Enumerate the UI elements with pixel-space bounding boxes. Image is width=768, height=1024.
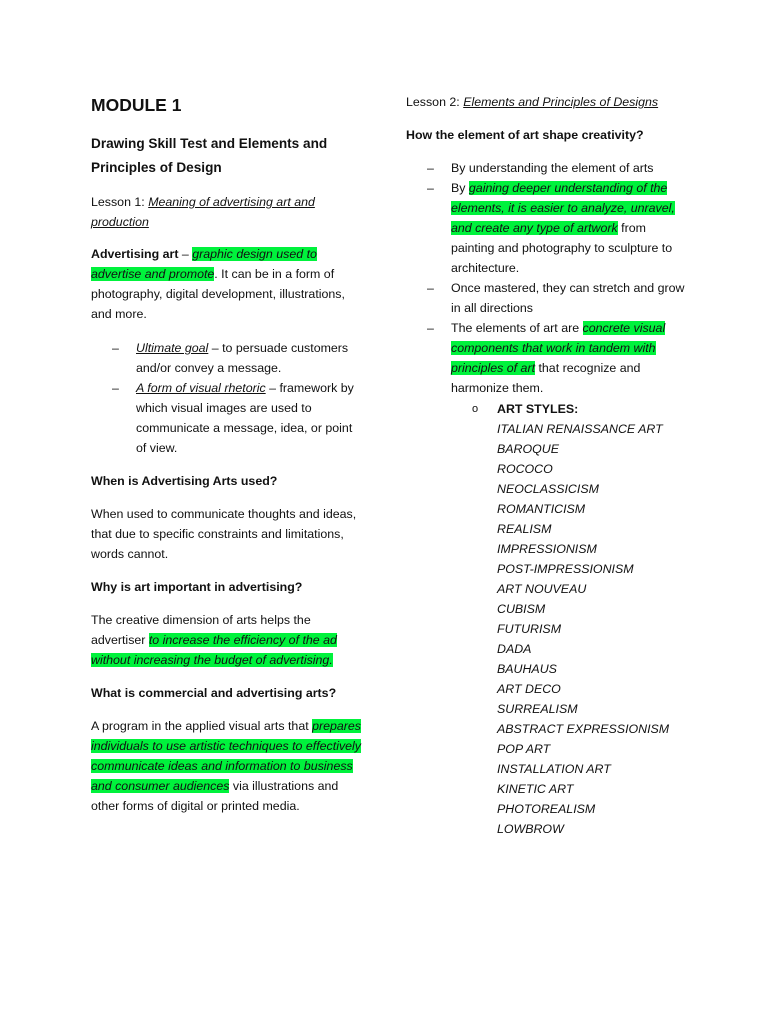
art-styles-label: ART STYLES: (497, 402, 579, 416)
module-title: MODULE 1 (91, 95, 182, 115)
bullet-text: Once mastered, they can stretch and grow in all directions (451, 281, 685, 315)
dash-bullet: – (427, 161, 434, 175)
question-when-used: When is Advertising Arts used? (91, 474, 278, 488)
question-element-creativity: How the element of art shape creativity? (406, 128, 644, 142)
answer-post: via illustrations and other forms of digital or printed media. (91, 779, 339, 813)
list-item: BAROQUE (497, 442, 559, 456)
answer-pre: The creative dimension of arts helps the advertiser (91, 613, 311, 647)
question-why-important: Why is art important in advertising? (91, 580, 303, 594)
bullet-text: – to persuade customers and/or convey a message. (136, 341, 349, 375)
list-item: LOWBROW (497, 822, 564, 836)
list-item: FUTURISM (497, 622, 562, 636)
advertising-art-definition (91, 244, 363, 324)
advertising-art-highlight: graphic design used to advertise and promote (91, 247, 317, 281)
list-item: CUBISM (497, 602, 546, 616)
lesson2-label: Lesson 2: (406, 95, 460, 109)
advertising-art-sep: – (178, 247, 193, 261)
answer-why-important (91, 610, 363, 670)
circle-bullet-icon: o (472, 403, 479, 415)
lesson1-line (91, 192, 363, 232)
list-item: ITALIAN RENAISSANCE ART (497, 422, 663, 436)
list-item (406, 318, 688, 398)
answer-when-used: When used to communicate thoughts and ideas, that due to specific constraints and limitations, words cannot. (91, 507, 357, 561)
list-item: IMPRESSIONISM (497, 542, 597, 556)
list-item: ABSTRACT EXPRESSIONISM (497, 722, 670, 736)
dash-bullet: – (112, 381, 119, 395)
art-styles-block (497, 399, 669, 839)
answer-highlight: to increase the efficiency of the ad without increasing the budget of advertising. (91, 633, 337, 667)
answer-commercial-arts (91, 716, 363, 816)
list-item: REALISM (497, 522, 552, 536)
bullet-term: Ultimate goal (136, 341, 209, 355)
list-item: DADA (497, 642, 532, 656)
list-item (406, 278, 688, 318)
list-item (406, 178, 688, 278)
bullet-pre: The elements of art are (451, 321, 583, 335)
elements-bullets (406, 158, 688, 398)
list-item: BAUHAUS (497, 662, 557, 676)
list-item: ART DECO (497, 682, 561, 696)
list-item (91, 378, 363, 458)
bullet-text: By understanding the element of arts (451, 161, 654, 175)
answer-highlight: prepares individuals to use artistic techniques to effectively communicate ideas and information to business and consumer audiences (91, 719, 361, 793)
answer-pre: A program in the applied visual arts that (91, 719, 313, 733)
list-item: SURREALISM (497, 702, 578, 716)
advertising-art-term: Advertising art (91, 247, 179, 261)
dash-bullet: – (427, 321, 434, 335)
list-item: NEOCLASSICISM (497, 482, 599, 496)
dash-bullet: – (112, 341, 119, 355)
bullet-highlight: gaining deeper understanding of the elements, it is easier to analyze, unravel, and create any type of artwork (451, 181, 675, 235)
lesson1-title: Meaning of advertising art and production (91, 195, 315, 229)
list-item: PHOTOREALISM (497, 802, 596, 816)
art-styles-list (497, 419, 669, 839)
bullet-text: – framework by which visual images are used to communicate a message, idea, or point of view. (136, 381, 354, 455)
list-item: ROCOCO (497, 462, 553, 476)
dash-bullet: – (427, 281, 434, 295)
bullet-post: that recognize and harmonize them. (451, 361, 641, 395)
question-commercial-arts: What is commercial and advertising arts? (91, 686, 337, 700)
list-item (406, 158, 688, 178)
lesson2-title: Elements and Principles of Designs (463, 95, 659, 109)
list-item: POST-IMPRESSIONISM (497, 562, 634, 576)
list-item (91, 338, 363, 378)
bullet-highlight: concrete visual components that work in tandem with principles of art (451, 321, 666, 375)
lesson1-label: Lesson 1: (91, 195, 145, 209)
bullet-pre: By (451, 181, 469, 195)
advertising-art-rest: . It can be in a form of photography, digital development, illustrations, and more. (91, 267, 345, 321)
lesson2-line (406, 92, 658, 112)
list-item: ROMANTICISM (497, 502, 586, 516)
list-item: ART NOUVEAU (497, 582, 587, 596)
advertising-art-bullets (91, 338, 363, 458)
lesson-heading: Drawing Skill Test and Elements and Principles of Design (91, 136, 328, 175)
bullet-term: A form of visual rhetoric (136, 381, 266, 395)
bullet-post: from painting and photography to sculpture to architecture. (451, 221, 673, 275)
dash-bullet: – (427, 181, 434, 195)
list-item: KINETIC ART (497, 782, 574, 796)
list-item: INSTALLATION ART (497, 762, 611, 776)
list-item: POP ART (497, 742, 551, 756)
